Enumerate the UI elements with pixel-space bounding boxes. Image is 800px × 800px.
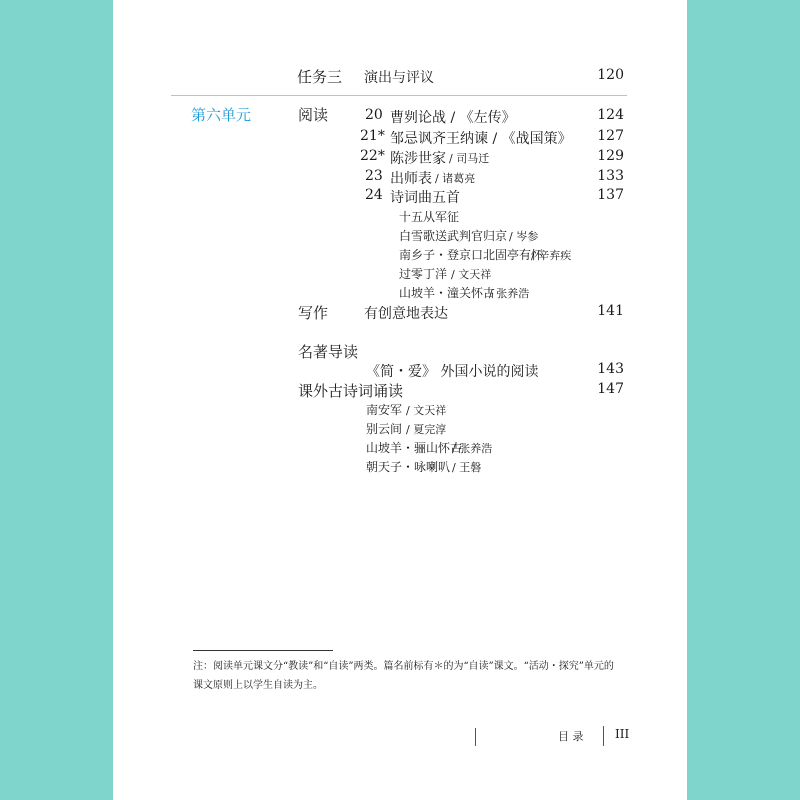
task-three-page: 120: [597, 67, 624, 83]
lesson-number: 21*: [360, 128, 385, 144]
lesson-title: 曹刿论战 / 《左传》: [390, 110, 516, 126]
extra-poem-title: 朝天子・咏喇叭: [366, 460, 451, 474]
classics-label: 名著导读: [298, 343, 359, 361]
lesson-number: 20: [365, 107, 383, 123]
poem-title: 山坡羊・潼关怀古: [399, 286, 496, 300]
lesson-title: 出师表: [390, 171, 432, 187]
footnote-rule: [193, 650, 333, 651]
footer-divider: [603, 726, 604, 746]
poem-title: 白雪歌送武判官归京: [399, 229, 508, 243]
extra-poem-title: 南安军: [366, 403, 403, 417]
section-divider: [171, 95, 627, 96]
footnote-line-1: 注：阅读单元课文分“教读”和“自读”两类。篇名前标有＊的为“自读”课文。“活动・探究”单元的: [193, 661, 614, 672]
poem-author: / 张养浩: [489, 287, 530, 300]
lesson-page: 127: [597, 128, 624, 144]
lesson-page: 133: [597, 168, 624, 184]
lesson-number: 22*: [360, 148, 385, 164]
extra-poem-author: / 文天祥: [406, 404, 447, 417]
poem-title: 南乡子・登京口北固亭有怀: [399, 248, 544, 262]
lesson-page: 124: [597, 107, 624, 123]
unit-six-label: 第六单元: [191, 106, 252, 124]
classics-title: 《简・爱》 外国小说的阅读: [366, 364, 539, 380]
task-three-title: 演出与评议: [364, 70, 434, 86]
extra-poem-author: / 张养浩: [452, 442, 493, 455]
extra-poem-title: 别云间: [366, 422, 403, 436]
extra-reading-label: 课外古诗词诵读: [298, 382, 404, 400]
extra-reading-page: 147: [597, 381, 624, 397]
footer-page-number: III: [615, 727, 630, 741]
writing-title: 有创意地表达: [364, 306, 448, 322]
lesson-title: 陈涉世家: [390, 151, 446, 167]
reading-label: 阅读: [298, 106, 329, 124]
writing-label: 写作: [298, 304, 329, 322]
footer-label: 目 录: [558, 730, 584, 743]
lesson-title: 邹忌讽齐王纳谏 / 《战国策》: [390, 131, 572, 147]
lesson-author: / 诸葛亮: [435, 172, 476, 185]
classics-page: 143: [597, 361, 624, 377]
poem-title: 过零丁洋: [399, 267, 448, 281]
extra-poem-title: 山坡羊・骊山怀古: [366, 441, 463, 455]
poem-title: 十五从军征: [399, 210, 460, 224]
lesson-title: 诗词曲五首: [390, 190, 460, 206]
poem-author: / 文天祥: [451, 268, 492, 281]
writing-page: 141: [597, 303, 624, 319]
extra-poem-author: / 夏完淳: [406, 423, 447, 436]
footer-left-mark: [475, 728, 476, 746]
lesson-number: 23: [365, 168, 383, 184]
footnote-line-2: 课文原则上以学生自读为主。: [193, 680, 323, 691]
lesson-number: 24: [365, 187, 383, 203]
task-three-label: 任务三: [297, 68, 343, 86]
poem-author: / 岑参: [509, 230, 539, 243]
lesson-page: 129: [597, 148, 624, 164]
book-page: [113, 0, 687, 800]
lesson-author: / 司马迁: [449, 152, 490, 165]
extra-poem-author: / 王磐: [452, 461, 482, 474]
lesson-page: 137: [597, 187, 624, 203]
poem-author: / 辛弃疾: [531, 249, 572, 262]
